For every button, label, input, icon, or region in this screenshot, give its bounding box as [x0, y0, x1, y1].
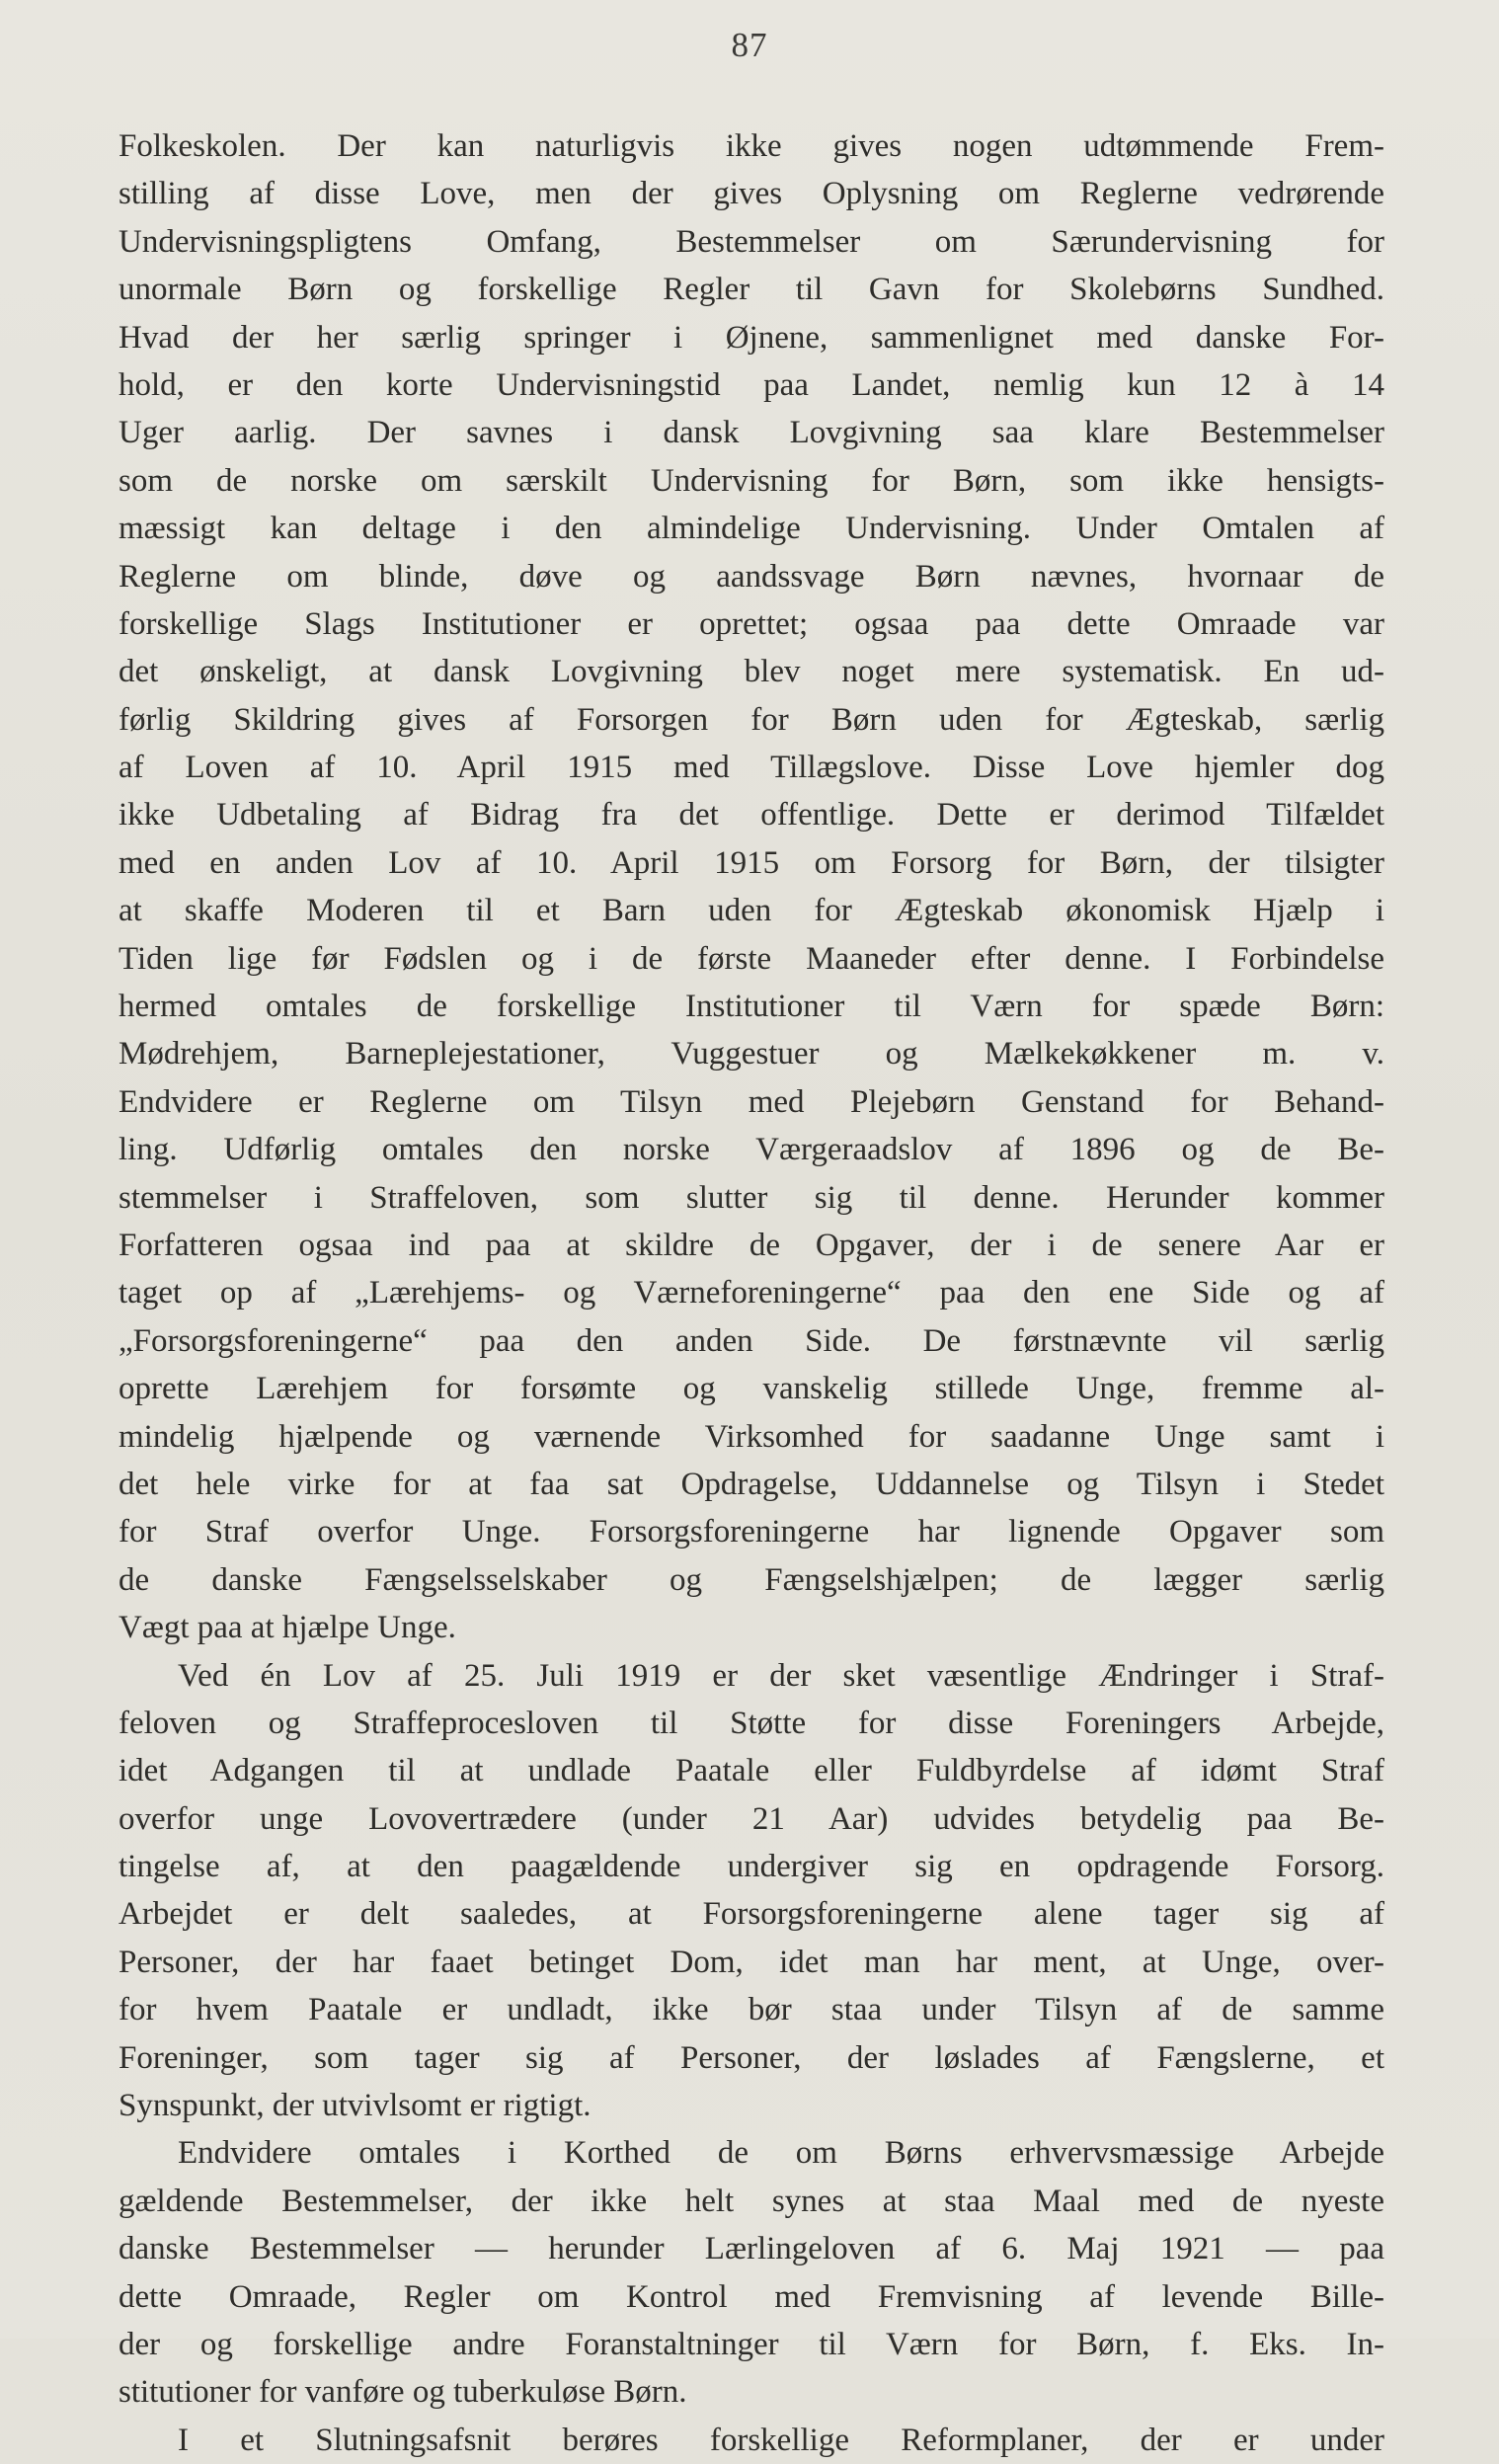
- text-line: Endvidere er Reglerne om Tilsyn med Plejebørn Genstand for Behand-: [118, 1083, 1384, 1120]
- body-text: [118, 122, 1384, 2464]
- text-line: Undervisningspligtens Omfang, Bestemmelser om Særundervisning for: [118, 223, 1384, 260]
- text-line: førlig Skildring gives af Forsorgen for Børn uden for Ægteskab, særlig: [118, 701, 1384, 738]
- text-line: Endvidere omtales i Korthed de om Børns erhvervsmæssige Arbejde: [178, 2135, 1384, 2172]
- text-line: der og forskellige andre Foranstaltninger til Værn for Børn, f. Eks. In-: [118, 2326, 1384, 2362]
- text-line: Forfatteren ogsaa ind paa at skildre de Opgaver, der i de senere Aar er: [118, 1227, 1384, 1263]
- text-line: gældende Bestemmelser, der ikke helt synes at staa Maal med de nyeste: [118, 2183, 1384, 2219]
- text-line: med en anden Lov af 10. April 1915 om Forsorg for Børn, der tilsigter: [118, 844, 1384, 881]
- text-line: ikke Udbetaling af Bidrag fra det offentlige. Dette er derimod Tilfældet: [118, 797, 1384, 834]
- text-line: Ved én Lov af 25. Juli 1919 er der sket væsentlige Ændringer i Straf-: [178, 1657, 1384, 1694]
- text-line: taget op af „Lærehjems- og Værneforeningerne“ paa den ene Side og af: [118, 1275, 1384, 1311]
- text-line: Folkeskolen. Der kan naturligvis ikke gives nogen udtømmende Frem-: [118, 128, 1384, 164]
- text-line: Synspunkt, der utvivlsomt er rigtigt.: [118, 2088, 592, 2124]
- text-line: dette Omraade, Regler om Kontrol med Fremvisning af levende Bille-: [118, 2278, 1384, 2315]
- text-line: for Straf overfor Unge. Forsorgsforeningerne har lignende Opgaver som: [118, 1514, 1384, 1550]
- text-line: hold, er den korte Undervisningstid paa Landet, nemlig kun 12 à 14: [118, 366, 1384, 403]
- text-line: stitutioner for vanføre og tuberkuløse Børn.: [118, 2374, 687, 2411]
- text-line: det hele virke for at faa sat Opdragelse, Uddannelse og Tilsyn i Stedet: [118, 1466, 1384, 1502]
- text-line: som de norske om særskilt Undervisning for Børn, som ikke hensigts-: [118, 462, 1384, 499]
- text-line: at skaffe Moderen til et Barn uden for Ægteskab økonomisk Hjælp i: [118, 893, 1384, 929]
- text-line: de danske Fængselsselskaber og Fængselshjælpen; de lægger særlig: [118, 1561, 1384, 1598]
- text-line: mæssigt kan deltage i den almindelige Undervisning. Under Omtalen af: [118, 511, 1384, 547]
- text-line: stilling af disse Love, men der gives Oplysning om Reglerne vedrørende: [118, 176, 1384, 212]
- text-line: danske Bestemmelser — herunder Lærlingeloven af 6. Maj 1921 — paa: [118, 2231, 1384, 2267]
- text-line: det ønskeligt, at dansk Lovgivning blev noget mere systematisk. En ud-: [118, 654, 1384, 690]
- text-line: Uger aarlig. Der savnes i dansk Lovgivning saa klare Bestemmelser: [118, 415, 1384, 451]
- text-line: Tiden lige før Fødslen og i de første Maaneder efter denne. I Forbindelse: [118, 940, 1384, 977]
- text-line: unormale Børn og forskellige Regler til Gavn for Skolebørns Sundhed.: [118, 272, 1384, 308]
- text-line: forskellige Slags Institutioner er oprettet; ogsaa paa dette Omraade var: [118, 605, 1384, 642]
- text-line: Foreninger, som tager sig af Personer, der løslades af Fængslerne, et: [118, 2039, 1384, 2076]
- text-line: stemmelser i Straffeloven, som slutter sig til denne. Herunder kommer: [118, 1179, 1384, 1216]
- text-line: hermed omtales de forskellige Institutioner til Værn for spæde Børn:: [118, 989, 1384, 1025]
- text-line: Mødrehjem, Barneplejestationer, Vuggestuer og Mælkekøkkener m. v.: [118, 1036, 1384, 1073]
- text-line: oprette Lærehjem for forsømte og vanskelig stillede Unge, fremme al-: [118, 1371, 1384, 1407]
- text-line: Hvad der her særlig springer i Øjnene, sammenlignet med danske For-: [118, 319, 1384, 356]
- text-line: overfor unge Lovovertrædere (under 21 Aar) udvides betydelig paa Be-: [118, 1800, 1384, 1837]
- text-line: af Loven af 10. April 1915 med Tillægslove. Disse Love hjemler dog: [118, 750, 1384, 786]
- text-line: idet Adgangen til at undlade Paatale eller Fuldbyrdelse af idømt Straf: [118, 1753, 1384, 1789]
- text-line: Arbejdet er delt saaledes, at Forsorgsforeningerne alene tager sig af: [118, 1896, 1384, 1933]
- text-line: Vægt paa at hjælpe Unge.: [118, 1610, 456, 1646]
- text-line: tingelse af, at den paagældende undergiver sig en opdragende Forsorg.: [118, 1849, 1384, 1885]
- text-line: I et Slutningsafsnit berøres forskellige Reformplaner, der er under: [178, 2422, 1384, 2458]
- text-line: „Forsorgsforeningerne“ paa den anden Side. De førstnævnte vil særlig: [118, 1322, 1384, 1359]
- text-line: feloven og Straffeprocesloven til Støtte for disse Foreningers Arbejde,: [118, 1705, 1384, 1741]
- text-line: mindelig hjælpende og værnende Virksomhed for saadanne Unge samt i: [118, 1418, 1384, 1455]
- page-number: 87: [731, 26, 768, 64]
- text-line: Reglerne om blinde, døve og aandssvage Børn nævnes, hvornaar de: [118, 558, 1384, 595]
- text-line: ling. Udførlig omtales den norske Værgeraadslov af 1896 og de Be-: [118, 1132, 1384, 1168]
- text-line: Personer, der har faaet betinget Dom, idet man har ment, at Unge, over-: [118, 1944, 1384, 1980]
- text-line: for hvem Paatale er undladt, ikke bør staa under Tilsyn af de samme: [118, 1992, 1384, 2028]
